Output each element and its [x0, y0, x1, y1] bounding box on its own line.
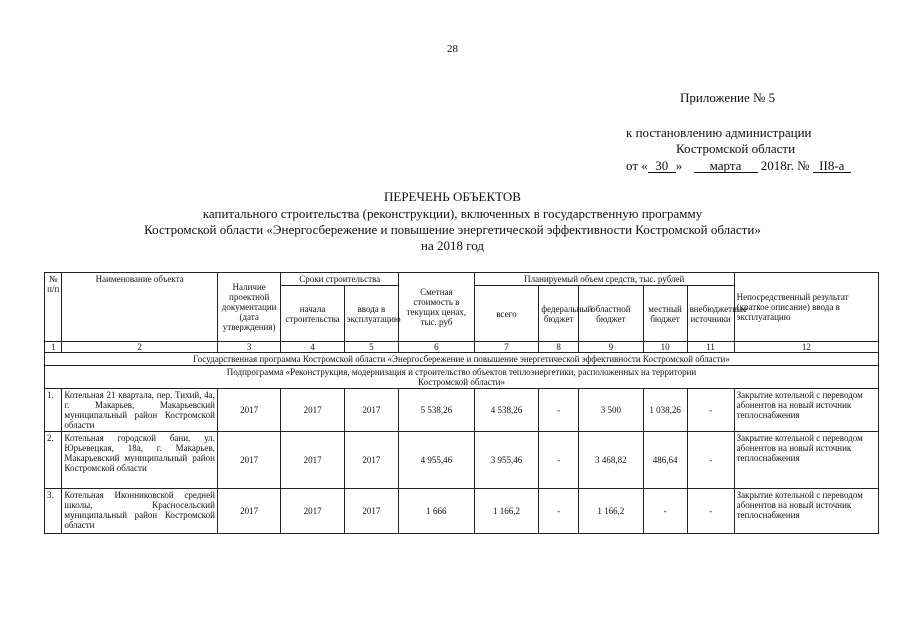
estimated-cost: 4 955,46 [399, 432, 475, 489]
column-number: 3 [217, 342, 280, 353]
extrabudget-sources: - [687, 389, 734, 432]
header-start: начала строительства [281, 286, 344, 342]
decree-reference: к постановлению администрации [626, 125, 812, 140]
table-row [45, 489, 879, 534]
header-federal: федеральный бюджет [539, 286, 579, 342]
commissioning-year: 2017 [344, 432, 398, 489]
row-num: 3. [45, 489, 62, 534]
regional-budget: 1 166,2 [579, 489, 643, 534]
header-docs: Наличие проектной документации (дата утверждения) [217, 273, 280, 342]
start-year: 2017 [281, 389, 344, 432]
column-number: 6 [399, 342, 475, 353]
decree-close-quote: » [675, 158, 683, 173]
local-budget: 486,64 [643, 432, 687, 489]
estimated-cost: 5 538,26 [399, 389, 475, 432]
column-number: 10 [643, 342, 687, 353]
document-subtitle-line1: капитального строительства (реконструкции), включенных в государственную программу [202, 206, 703, 221]
column-number: 2 [62, 342, 218, 353]
start-year: 2017 [281, 489, 344, 534]
regional-budget: 3 500 [579, 389, 643, 432]
subprogram-row [45, 366, 879, 389]
total-funds: 3 955,46 [474, 432, 538, 489]
header-result: Непосредственный результат (краткое описание) ввода в эксплуатацию [734, 273, 878, 342]
appendix-number: Приложение № 5 [680, 90, 776, 105]
result-description: Закрытие котельной с переводом абонентов на новый источник теплоснабжения [734, 432, 878, 489]
column-number: 1 [45, 342, 62, 353]
column-number: 4 [281, 342, 344, 353]
column-number: 9 [579, 342, 643, 353]
decree-year: 2018г. № [760, 158, 810, 173]
header-total: всего [474, 286, 538, 342]
decree-region: Костромской области [676, 141, 796, 156]
federal-budget: - [539, 432, 579, 489]
header-local: местный бюджет [643, 286, 687, 342]
commissioning-year: 2017 [344, 389, 398, 432]
local-budget: - [643, 489, 687, 534]
federal-budget: - [539, 489, 579, 534]
total-funds: 4 538,26 [474, 389, 538, 432]
result-description: Закрытие котельной с переводом абонентов на новый источник теплоснабжения [734, 389, 878, 432]
estimated-cost: 1 666 [399, 489, 475, 534]
object-name: Котельная 21 квартала, пер. Тихий, 4а, г. Макарьев, Макарьевский муниципальный район Костромской области [62, 389, 218, 432]
header-construction-terms: Сроки строительства [281, 273, 399, 286]
object-name: Котельная Иконниковской средней школы, Красносельский муниципальный район Костромской области [62, 489, 218, 534]
document-subtitle-line3: на 2018 год [421, 238, 484, 253]
total-funds: 1 166,2 [474, 489, 538, 534]
row-num: 1. [45, 389, 62, 432]
table-header-row [45, 273, 879, 286]
program-title: Государственная программа Костромской области «Энергосбережение и повышение энергетической эффективности Костромской области» [45, 353, 879, 366]
commissioning-year: 2017 [344, 489, 398, 534]
table-row [45, 432, 879, 489]
document-title: ПЕРЕЧЕНЬ ОБЪЕКТОВ [384, 189, 521, 204]
decree-day: 30 [648, 159, 676, 173]
docs-date: 2017 [217, 389, 280, 432]
decree-number: II8-а [813, 159, 851, 173]
start-year: 2017 [281, 432, 344, 489]
program-row [45, 353, 879, 366]
column-number: 5 [344, 342, 398, 353]
extrabudget-sources: - [687, 432, 734, 489]
header-estimated-cost: Сметная стоимость в текущих ценах, тыс. руб [399, 273, 475, 342]
column-numbers-row [45, 342, 879, 353]
extrabudget-sources: - [687, 489, 734, 534]
docs-date: 2017 [217, 489, 280, 534]
header-num: № п/п [45, 273, 62, 342]
decree-from-label: от « [626, 158, 648, 173]
objects-table [44, 272, 879, 534]
header-extrabudget: внебюджетные источники [687, 286, 734, 342]
local-budget: 1 038,26 [643, 389, 687, 432]
table-row [45, 389, 879, 432]
page-number: 28 [447, 43, 458, 55]
column-number: 8 [539, 342, 579, 353]
row-num: 2. [45, 432, 62, 489]
regional-budget: 3 468,82 [579, 432, 643, 489]
docs-date: 2017 [217, 432, 280, 489]
column-number: 7 [474, 342, 538, 353]
decree-month: марта [694, 159, 758, 173]
object-name: Котельная городской бани, ул. Юрьевецкая, 18а, г. Макарьев, Макарьевский муниципальный район Костромской области [62, 432, 218, 489]
federal-budget: - [539, 389, 579, 432]
column-number: 11 [687, 342, 734, 353]
header-name: Наименование объекта [62, 273, 218, 342]
result-description: Закрытие котельной с переводом абонентов на новый источник теплоснабжения [734, 489, 878, 534]
header-planned-funds: Планируемый объем средств, тыс. рублей [474, 273, 734, 286]
document-subtitle-line2: Костромской области «Энергосбережение и повышение энергетической эффективности Костромской области» [144, 222, 761, 237]
subprogram-title: Подпрограмма «Реконструкция, модернизация и строительство объектов теплоэнергетики, расположенных на территории Костромской области» [45, 366, 879, 389]
decree-date-line [626, 158, 851, 174]
header-regional: областной бюджет [579, 286, 643, 342]
column-number: 12 [734, 342, 878, 353]
header-commissioning: ввода в эксплуатацию [344, 286, 398, 342]
